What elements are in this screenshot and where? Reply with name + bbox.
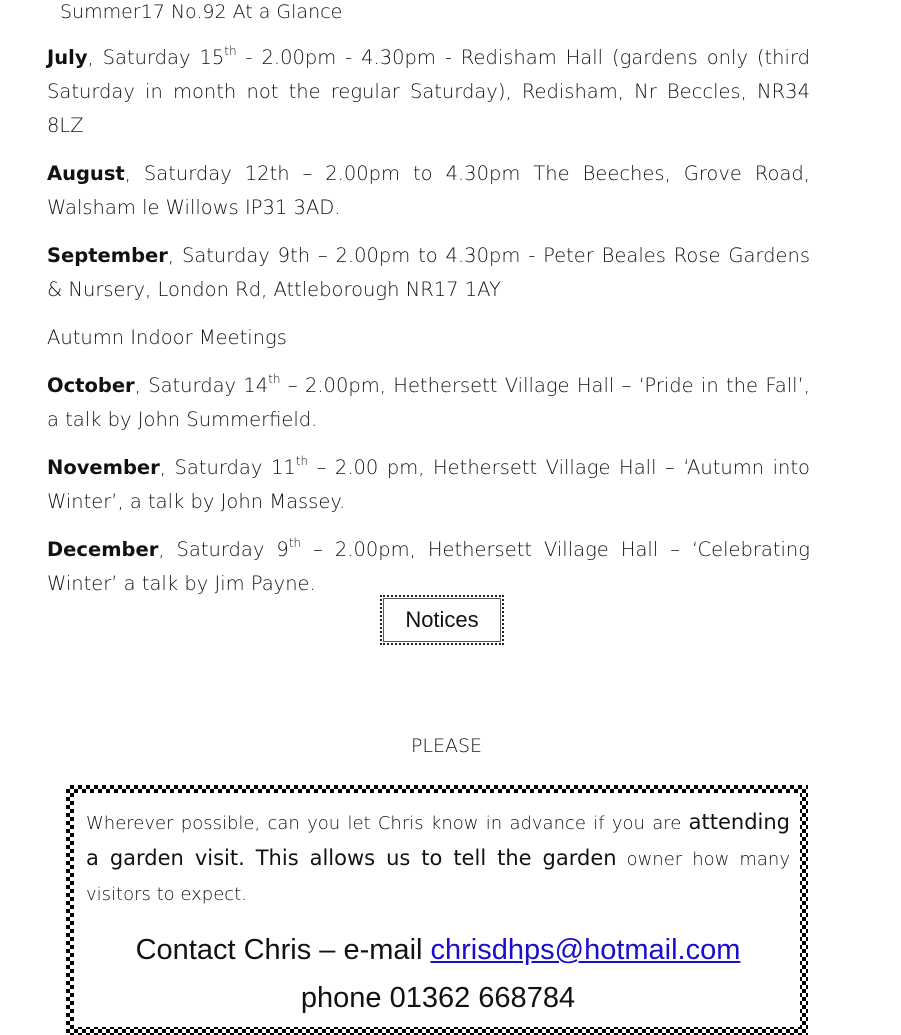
email-link[interactable]: chrisdhps@hotmail.com xyxy=(430,934,741,966)
event-month: August xyxy=(47,162,125,185)
notice-text-b: attending a garden visit. This allows us to tell the garden xyxy=(86,810,790,870)
meeting-details: – 2.00 pm, Hethersett Village Hall – ‘Autumn into Winter’, a talk by John Massey. xyxy=(47,456,810,513)
ordinal-suffix: th xyxy=(224,43,237,58)
meeting-month: October xyxy=(47,374,135,397)
indoor-meetings-heading: Autumn Indoor Meetings xyxy=(47,326,287,349)
event-month: September xyxy=(47,244,168,267)
page-header: Summer17 No.92 At a Glance xyxy=(60,1,343,23)
meeting-date: , Saturday 11 xyxy=(159,456,296,479)
ordinal-suffix: th xyxy=(295,453,309,468)
event-month: July xyxy=(47,46,88,69)
event-september xyxy=(47,239,810,307)
notice-box-content xyxy=(74,793,800,1027)
contact-prefix: Contact Chris – e-mail xyxy=(135,934,431,966)
notices-label: Notices xyxy=(405,607,479,632)
event-date: , Saturday 15 xyxy=(87,46,225,69)
notice-paragraph xyxy=(86,805,790,912)
events-list xyxy=(47,41,810,615)
event-details: - 2.00pm - 4.30pm - Redisham Hall (gardens only (third Saturday in month not the regular Saturday), Redisham, Nr Beccles, NR34 8LZ xyxy=(47,46,810,137)
contact-line xyxy=(86,926,790,974)
meeting-october xyxy=(47,369,810,437)
ordinal-suffix: th xyxy=(268,371,281,386)
meeting-date: , Saturday 14 xyxy=(134,374,269,397)
please-heading: PLEASE xyxy=(410,735,483,757)
meeting-december xyxy=(47,533,810,601)
meeting-month: December xyxy=(47,538,159,561)
notices-heading-box xyxy=(380,595,504,645)
meeting-november xyxy=(47,451,810,519)
meeting-month: November xyxy=(47,456,160,479)
meeting-details: – 2.00pm, Hethersett Village Hall – ‘Pride in the Fall’, a talk by John Summerfield. xyxy=(47,374,810,431)
meeting-date: , Saturday 9 xyxy=(158,538,289,561)
notice-box xyxy=(66,785,808,1035)
event-details: , Saturday 9th – 2.00pm to 4.30pm - Peter Beales Rose Gardens & Nursery, London Rd, Attleborough NR17 1AY xyxy=(47,244,810,301)
event-july xyxy=(47,41,810,143)
ordinal-suffix: th xyxy=(288,535,302,550)
phone-line: phone 01362 668784 xyxy=(300,982,576,1014)
notice-text-a: Wherever possible, can you let Chris know in advance if you are xyxy=(86,813,689,834)
notice-text-c: owner how many visitors to expect. xyxy=(86,849,790,905)
meeting-details: – 2.00pm, Hethersett Village Hall – ‘Celebrating Winter’ a talk by Jim Payne. xyxy=(47,538,810,595)
event-details: , Saturday 12th – 2.00pm to 4.30pm The Beeches, Grove Road, Walsham le Willows IP31 3AD. xyxy=(47,162,810,219)
event-august xyxy=(47,157,810,225)
